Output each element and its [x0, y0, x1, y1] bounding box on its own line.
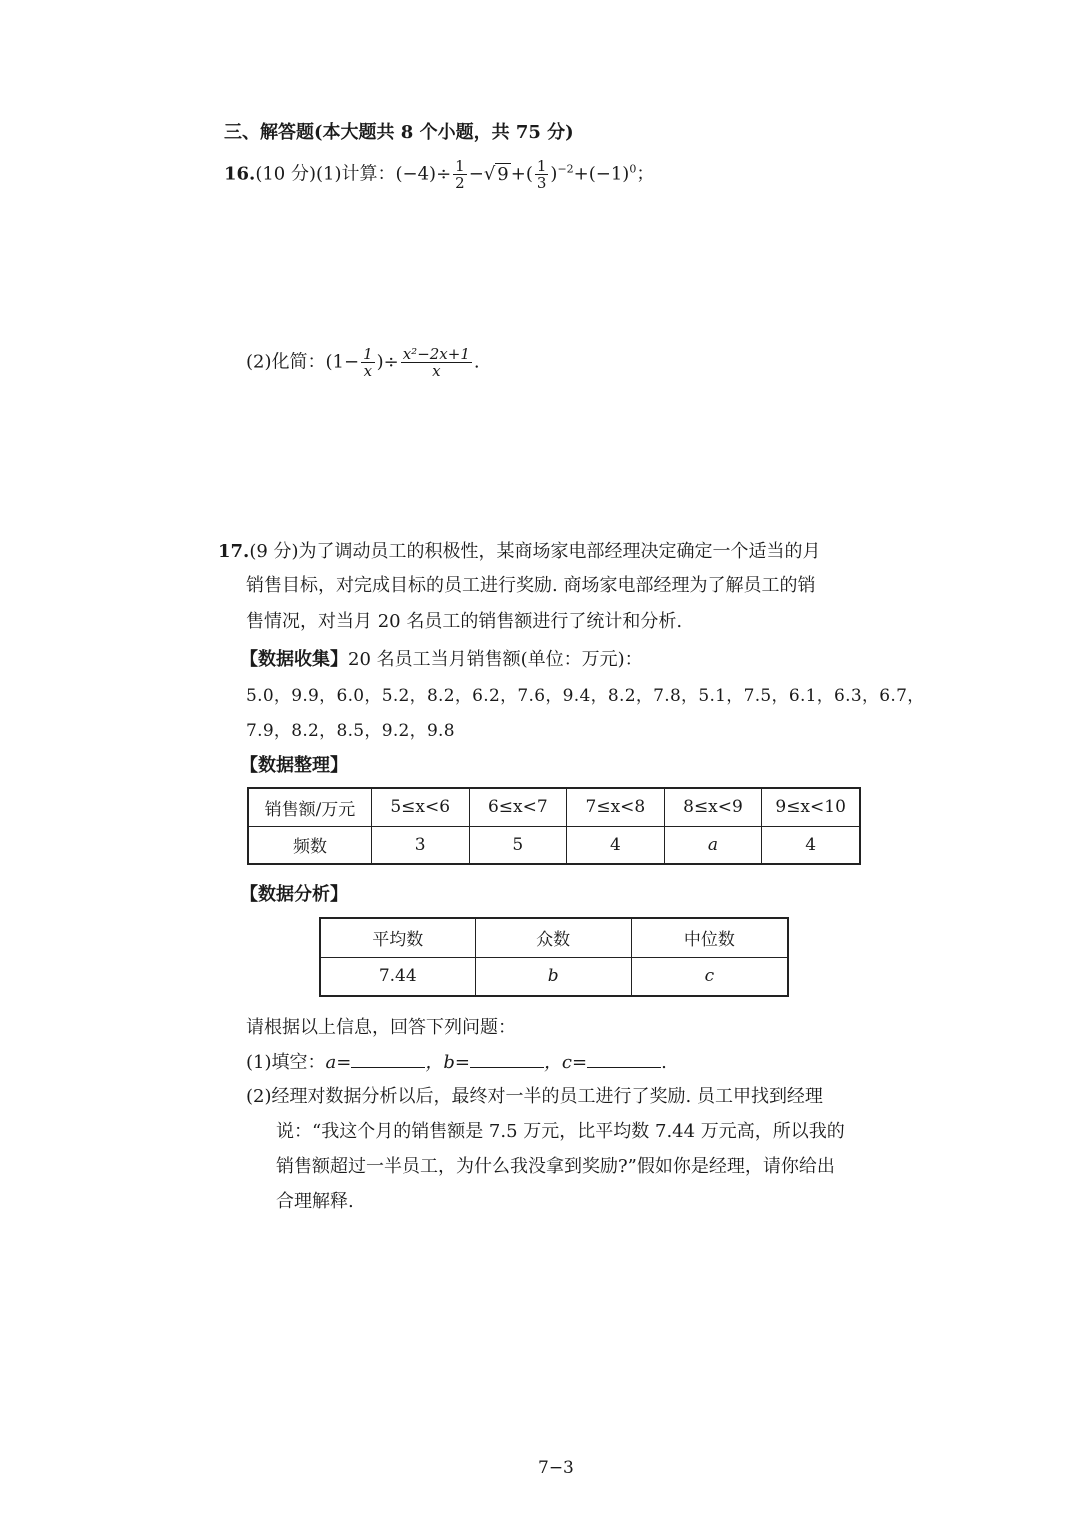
table-cell: 3: [371, 826, 469, 864]
exponent: 0: [629, 162, 637, 176]
question-17-line3: 售情况，对当月 20 名员工的销售额进行了统计和分析.: [246, 611, 683, 632]
table-cell: 5≤x<6: [371, 788, 469, 826]
statistics-table-header-row: [320, 918, 788, 957]
table-cell: 4: [567, 826, 665, 864]
sqrt-symbol: √: [483, 163, 496, 185]
part2-line4: 合理解释.: [276, 1191, 354, 1212]
answer-blank-c[interactable]: [587, 1051, 661, 1068]
question-number: 16.: [224, 163, 256, 185]
data-collection-title: 【数据收集】: [240, 649, 348, 670]
table-cell: 6≤x<7: [469, 788, 567, 826]
question-number: 17.: [218, 541, 250, 562]
table-cell: 8≤x<9: [664, 788, 762, 826]
table-cell: 平均数: [320, 918, 475, 957]
question-17-line2: 销售目标，对完成目标的员工进行奖励. 商场家电部经理为了解员工的销: [246, 575, 816, 596]
question-16-part2: (2)化简：(1− $\frac{1}{x}$ )÷ $\frac{\text{x²−2x+1}}{x}$ .: [246, 345, 480, 380]
table-cell: 销售额/万元: [248, 788, 371, 826]
table-cell: c: [631, 957, 788, 996]
table-cell: 9≤x<10: [762, 788, 860, 826]
table-cell: 7≤x<8: [567, 788, 665, 826]
table-cell: 众数: [475, 918, 631, 957]
part2-line3: 销售额超过一半员工，为什么我没拿到奖励?”假如你是经理，请你给出: [276, 1156, 835, 1177]
data-values-line1: 5.0，9.9，6.0，5.2，8.2，6.2，7.6，9.4，8.2，7.8，5.1，7.5，6.1，6.3，6.7，: [246, 686, 925, 706]
data-collection: 【数据收集】20 名员工当月销售额(单位：万元)：: [240, 649, 643, 670]
table-cell: a: [664, 826, 762, 864]
question-header: (10 分)(1)计算：: [255, 163, 396, 185]
answer-blank-a[interactable]: [351, 1051, 425, 1068]
frequency-table-count-row: [248, 826, 860, 864]
table-cell: 7.44: [320, 957, 475, 996]
data-values-line2: 7.9，8.2，8.5，9.2，9.8: [246, 721, 455, 741]
frequency-table-header-row: [248, 788, 860, 826]
table-cell: 频数: [248, 826, 371, 864]
statistics-table: [319, 917, 789, 997]
sqrt-radicand: 9: [497, 163, 509, 185]
answer-blank-b[interactable]: [470, 1051, 544, 1068]
fraction: $\frac{1}{x}$: [363, 345, 373, 380]
question-16-part1: 16.(10 分)(1)计算：(−4)÷ $\frac{1}{2}$ −√ 9 +( $\frac{1}{3}$ )$^{-2}+(-1)^0$；: [224, 157, 655, 192]
data-organize-title: 【数据整理】: [240, 755, 348, 776]
page-number: 7−3: [538, 1458, 574, 1478]
section-title: 三、解答题(本大题共 8 个小题，共 75 分): [224, 122, 574, 143]
table-cell: 5: [469, 826, 567, 864]
part2-line2: 说：“我这个月的销售额是 7.5 万元，比平均数 7.44 万元高，所以我的: [276, 1121, 845, 1142]
data-analysis-title: 【数据分析】: [240, 884, 348, 905]
fraction: $\frac{1}{3}$: [536, 157, 547, 192]
table-cell: b: [475, 957, 631, 996]
fraction: $\frac{1}{2}$: [455, 157, 465, 192]
statistics-table-value-row: [320, 957, 788, 996]
fraction: $\frac{\text{x²−2x+1}}{x}$: [402, 345, 470, 380]
frequency-table: [247, 787, 861, 865]
part2-line1: (2)经理对数据分析以后，最终对一半的员工进行了奖励. 员工甲找到经理: [246, 1086, 823, 1107]
fill-in-line: (1)填空：a= ，b= ，c= .: [246, 1052, 667, 1073]
question-prompt: 请根据以上信息，回答下列问题：: [246, 1017, 516, 1038]
question-17-line1: 17.(9 分)为了调动员工的积极性，某商场家电部经理决定确定一个适当的月: [218, 541, 821, 562]
table-cell: 中位数: [631, 918, 788, 957]
table-cell: 4: [762, 826, 860, 864]
exponent: −2: [557, 162, 574, 176]
